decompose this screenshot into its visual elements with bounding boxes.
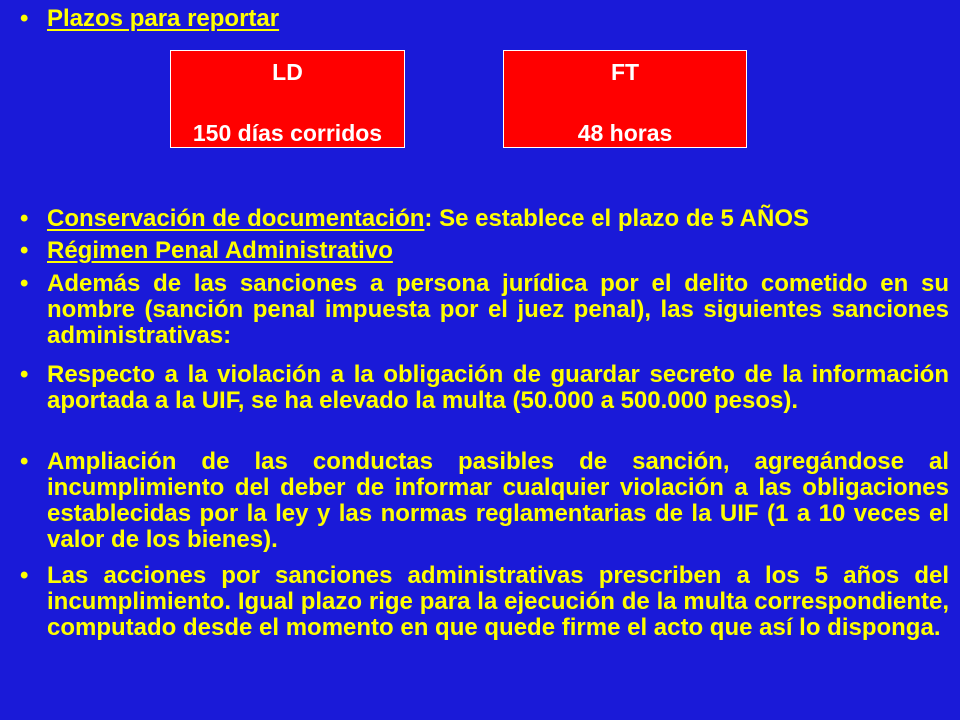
bullet-conservacion	[47, 206, 949, 232]
conservacion-text: : Se establece el plazo de 5 AÑOS	[424, 205, 810, 232]
bullet-plazos	[47, 6, 949, 32]
bullet-marker: •	[20, 562, 29, 589]
bullet-marker: •	[20, 270, 29, 297]
bullet-secreto: Respecto a la violación a la obligación de guardar secreto de la información aportada a la UIF, se ha elevado la multa (50.000 a 500.000 pesos).	[47, 361, 949, 414]
bullet-marker: •	[20, 5, 29, 32]
bullet-regimen	[47, 238, 949, 264]
bullet-marker: •	[20, 205, 29, 232]
plazos-heading: Plazos para reportar	[47, 5, 280, 32]
ft-value: 48 horas	[577, 120, 673, 146]
ld-label: LD	[272, 59, 303, 85]
conservacion-heading: Conservación de documentación	[47, 205, 425, 232]
regimen-heading: Régimen Penal Administrativo	[47, 237, 393, 264]
bullet-marker: •	[20, 361, 29, 388]
bullet-prescripcion: Las acciones por sanciones administrativas prescriben a los 5 años del incumplimiento. Igual plazo rige para la ejecución de la multa correspondiente, computado desde el momento en que quede firme el acto que así lo disponga.	[47, 562, 949, 641]
bullet-marker: •	[20, 237, 29, 264]
bullet-ampliacion: Ampliación de las conductas pasibles de sanción, agregándose al incumplimiento del deber de informar cualquier violación a las obligaciones establecidas por la ley y las normas reglamentarias de la UIF (1 a 10 veces el valor de los bienes).	[47, 448, 949, 553]
bullet-sanciones: Además de las sanciones a persona jurídica por el delito cometido en su nombre (sanción penal impuesta por el juez penal), las siguientes sanciones administrativas:	[47, 270, 949, 349]
ld-box	[170, 50, 405, 148]
ft-label: FT	[610, 59, 640, 85]
ft-box	[503, 50, 747, 148]
bullet-marker: •	[20, 448, 29, 475]
ld-value: 150 días corridos	[192, 120, 383, 146]
